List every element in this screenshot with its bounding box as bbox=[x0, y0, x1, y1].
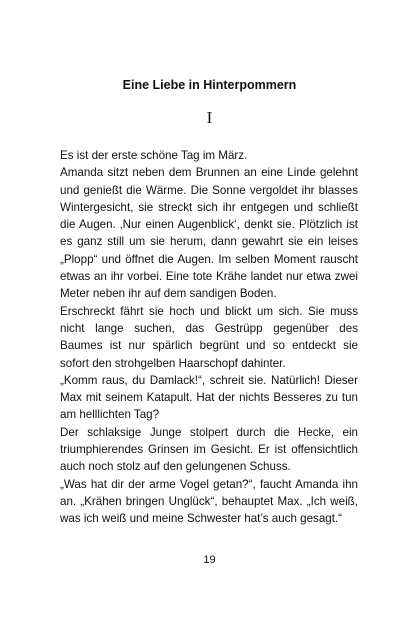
chapter-number: I bbox=[206, 108, 213, 127]
paragraph: Amanda sitzt neben dem Brunnen an eine Linde gelehnt und genießt die Wärme. Die Sonne vergoldet ihr blasses Wintergesicht, sie streckt sich ihr entgegen und schließt die Augen. ‚Nur einen Augenblick‘, denkt sie. Plötzlich ist es ganz still um sie herum, dann gewahrt sie ein leises „Plopp“ und öffnet die Augen. Im selben Moment rauscht etwas an ihr vorbei. Eine tote Krähe landet nur etwa zwei Meter neben ihr auf dem sandigen Boden. bbox=[60, 166, 358, 301]
paragraph: Der schlaksige Junge stolpert durch die Hecke, ein triumphierendes Grinsen im Gesicht. Er ist offensichtlich auch noch stolz auf den gelungenen Schuss. bbox=[60, 425, 358, 474]
page-number: 19 bbox=[203, 554, 216, 566]
paragraph: „Was hat dir der arme Vogel getan?“, faucht Amanda ihn an. „Krähen bringen Unglück“, behauptet Max. „Ich weiß, was ich weiß und meine Schwester hat’s auch gesagt.“ bbox=[60, 477, 358, 526]
paragraph: Es ist der erste schöne Tag im März. bbox=[60, 149, 248, 162]
body-text bbox=[60, 147, 358, 528]
page-title: Eine Liebe in Hinterpommern bbox=[122, 78, 297, 92]
paragraph: Erschreckt fährt sie hoch und blickt um sich. Sie muss nicht lange suchen, das Gestrüpp gegenüber des Baumes ist nur spärlich begrünt und so entdeckt sie sofort den strohgelben Haarschopf dahinter. bbox=[60, 304, 358, 370]
paragraph: „Komm raus, du Damlack!“, schreit sie. Natürlich! Dieser Max mit seinem Katapult. Hat der nichts Besseres zu tun am helllichten Tag? bbox=[60, 373, 358, 422]
